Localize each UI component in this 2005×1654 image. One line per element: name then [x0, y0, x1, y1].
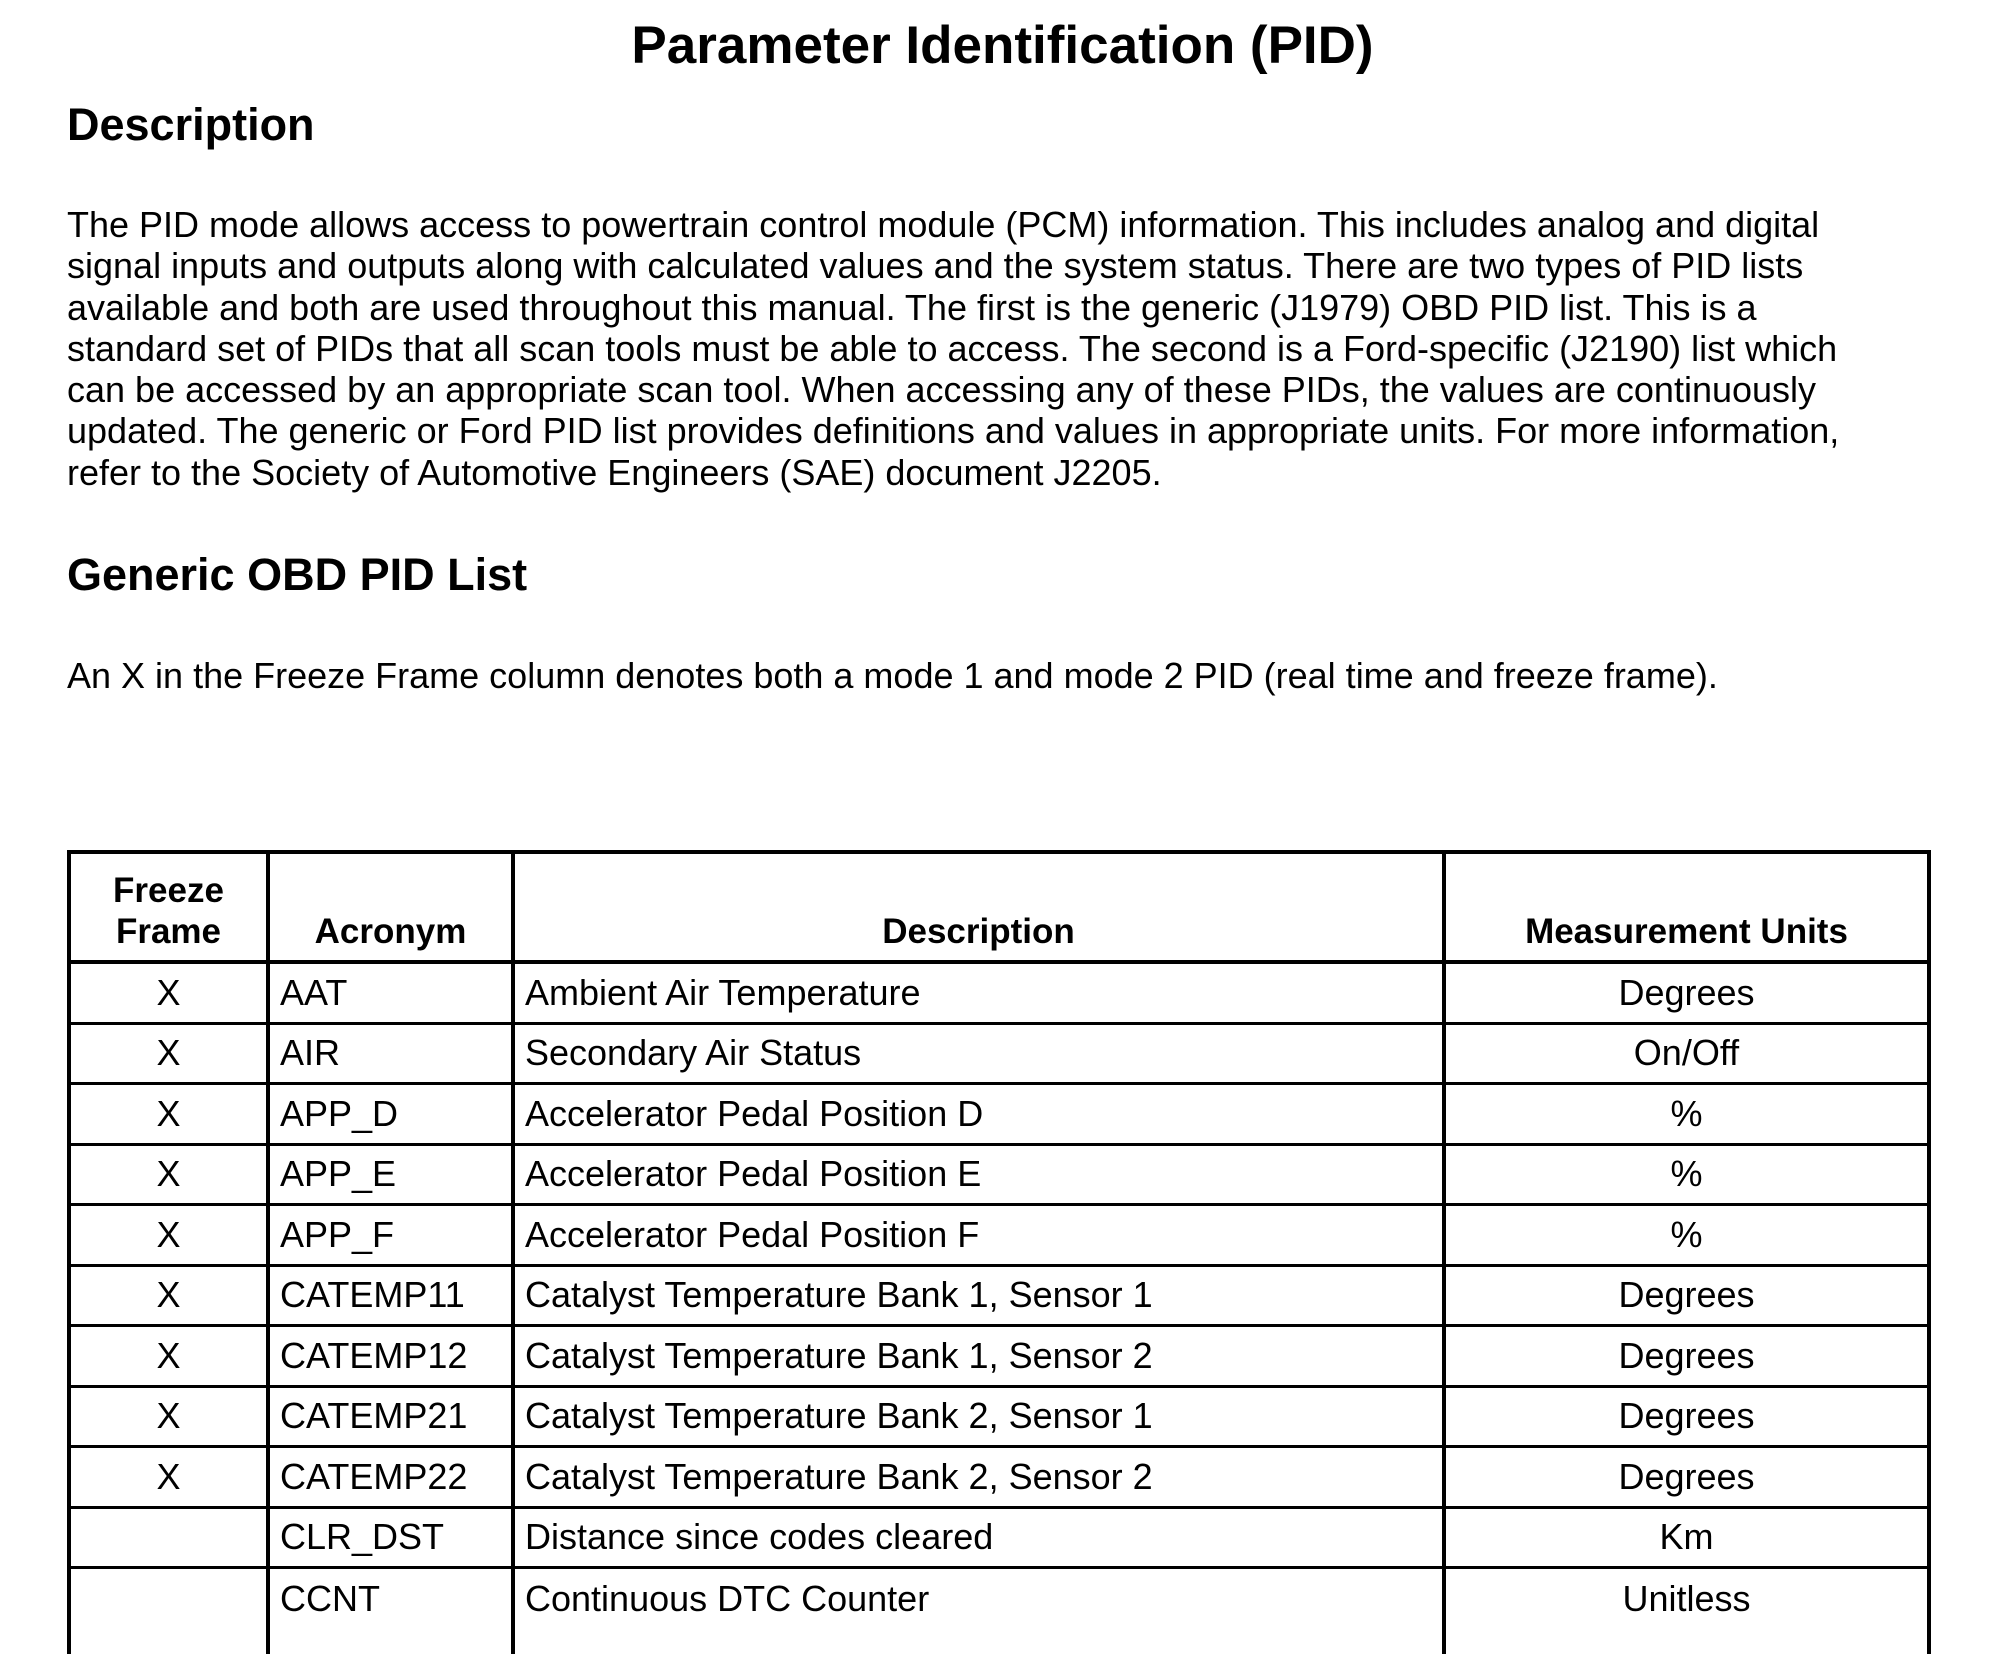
description-cell: Catalyst Temperature Bank 1, Sensor 2 — [513, 1326, 1444, 1387]
freeze-frame-cell: X — [69, 962, 268, 1023]
table-header-row — [69, 852, 1929, 962]
header-measurement-units: Measurement Units — [1444, 852, 1929, 962]
table-row — [69, 1084, 1929, 1145]
acronym-cell: AIR — [268, 1023, 513, 1084]
paragraph-line: updated. The generic or Ford PID list provides definitions and values in appropriate units. For more information, — [67, 410, 1839, 451]
description-cell: Continuous DTC Counter — [513, 1568, 1444, 1654]
header-description: Description — [513, 852, 1444, 962]
units-cell: Unitless — [1444, 1568, 1929, 1654]
acronym-cell: CATEMP11 — [268, 1265, 513, 1326]
freeze-frame-cell: X — [69, 1205, 268, 1266]
header-freeze-line1: Freeze — [113, 871, 224, 910]
freeze-frame-cell: X — [69, 1023, 268, 1084]
description-cell: Ambient Air Temperature — [513, 962, 1444, 1023]
paragraph-line: The PID mode allows access to powertrain control module (PCM) information. This includes analog and digital — [67, 204, 1839, 245]
units-cell: Degrees — [1444, 1386, 1929, 1447]
header-freeze-line2: Frame — [116, 912, 221, 951]
units-cell: % — [1444, 1144, 1929, 1205]
description-cell: Accelerator Pedal Position F — [513, 1205, 1444, 1266]
paragraph-line: can be accessed by an appropriate scan tool. When accessing any of these PIDs, the values are continuously — [67, 369, 1839, 410]
acronym-cell: CATEMP12 — [268, 1326, 513, 1387]
freeze-frame-cell: X — [69, 1386, 268, 1447]
acronym-cell: AAT — [268, 962, 513, 1023]
freeze-frame-cell: X — [69, 1447, 268, 1508]
description-cell: Distance since codes cleared — [513, 1507, 1444, 1568]
description-heading: Description — [67, 98, 315, 152]
acronym-cell: CATEMP22 — [268, 1447, 513, 1508]
units-cell: Km — [1444, 1507, 1929, 1568]
table-body — [69, 962, 1929, 1654]
freeze-frame-note: An X in the Freeze Frame column denotes both a mode 1 and mode 2 PID (real time and freeze frame). — [67, 655, 1718, 696]
description-cell: Accelerator Pedal Position D — [513, 1084, 1444, 1145]
acronym-cell: APP_D — [268, 1084, 513, 1145]
table-row — [69, 1023, 1929, 1084]
header-freeze-frame — [69, 852, 268, 962]
units-cell: % — [1444, 1084, 1929, 1145]
units-cell: Degrees — [1444, 1326, 1929, 1387]
description-cell: Catalyst Temperature Bank 2, Sensor 2 — [513, 1447, 1444, 1508]
freeze-frame-cell — [69, 1568, 268, 1654]
paragraph-line: available and both are used throughout this manual. The first is the generic (J1979) OBD PID list. This is a — [67, 287, 1839, 328]
paragraph-line: standard set of PIDs that all scan tools must be able to access. The second is a Ford-specific (J2190) list which — [67, 328, 1839, 369]
units-cell: On/Off — [1444, 1023, 1929, 1084]
units-cell: Degrees — [1444, 1447, 1929, 1508]
units-cell: Degrees — [1444, 962, 1929, 1023]
units-cell: % — [1444, 1205, 1929, 1266]
paragraph-line: signal inputs and outputs along with calculated values and the system status. There are two types of PID lists — [67, 245, 1839, 286]
description-paragraph — [67, 204, 1839, 493]
freeze-frame-cell: X — [69, 1326, 268, 1387]
description-cell: Accelerator Pedal Position E — [513, 1144, 1444, 1205]
pid-table — [67, 850, 1931, 1654]
description-cell: Catalyst Temperature Bank 1, Sensor 1 — [513, 1265, 1444, 1326]
table-row — [69, 1326, 1929, 1387]
table-row — [69, 1265, 1929, 1326]
table-row — [69, 1205, 1929, 1266]
description-cell: Secondary Air Status — [513, 1023, 1444, 1084]
table-row — [69, 962, 1929, 1023]
table-row — [69, 1447, 1929, 1508]
units-cell: Degrees — [1444, 1265, 1929, 1326]
table-row — [69, 1507, 1929, 1568]
acronym-cell: CATEMP21 — [268, 1386, 513, 1447]
page-title: Parameter Identification (PID) — [0, 14, 2005, 78]
table-row — [69, 1144, 1929, 1205]
header-acronym: Acronym — [268, 852, 513, 962]
paragraph-line: refer to the Society of Automotive Engineers (SAE) document J2205. — [67, 452, 1839, 493]
freeze-frame-cell — [69, 1507, 268, 1568]
freeze-frame-cell: X — [69, 1265, 268, 1326]
acronym-cell: CCNT — [268, 1568, 513, 1654]
freeze-frame-cell: X — [69, 1084, 268, 1145]
generic-obd-heading: Generic OBD PID List — [67, 548, 527, 602]
acronym-cell: APP_F — [268, 1205, 513, 1266]
freeze-frame-cell: X — [69, 1144, 268, 1205]
acronym-cell: APP_E — [268, 1144, 513, 1205]
description-cell: Catalyst Temperature Bank 2, Sensor 1 — [513, 1386, 1444, 1447]
table-row — [69, 1386, 1929, 1447]
acronym-cell: CLR_DST — [268, 1507, 513, 1568]
table-row — [69, 1568, 1929, 1654]
